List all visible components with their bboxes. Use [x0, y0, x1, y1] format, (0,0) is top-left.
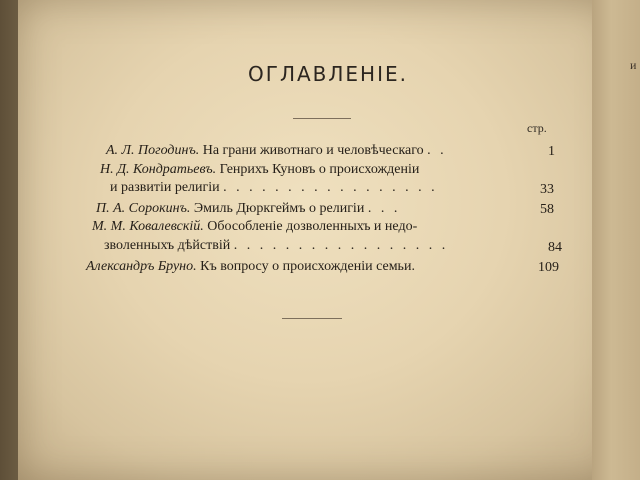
toc-entry-author: Александръ Бруно.	[86, 259, 197, 274]
toc-entry-page: 1	[548, 144, 555, 159]
heading-rule	[293, 118, 351, 119]
toc-entry-title-cont: зволенныхъ дѣйствій	[104, 238, 231, 253]
leader-dots: . . .	[367, 201, 401, 216]
toc-entry-3-line1	[96, 201, 400, 217]
toc-entry-2-line1	[100, 162, 419, 178]
leader-dots: . . . . . . . . . . . . . . . . .	[233, 238, 449, 253]
toc-entry-page: 58	[540, 202, 554, 217]
toc-entry-title-cont: и развитіи религіи	[110, 180, 220, 195]
toc-entry-author: А. Л. Погодинъ.	[106, 143, 200, 158]
toc-entry-5-line1	[86, 259, 415, 275]
toc-entry-4-line2	[104, 238, 448, 254]
page-column-label: стр.	[527, 121, 547, 135]
toc-heading-text: ОГЛАВЛЕНІЕ.	[248, 62, 408, 86]
toc-entry-page: 33	[540, 182, 554, 197]
toc-entry-page: 109	[538, 260, 559, 275]
leader-dots: . .	[427, 143, 447, 158]
toc-entry-author: М. М. Ковалевскій.	[92, 219, 204, 234]
toc-entry-page: 84	[548, 240, 562, 255]
toc-heading	[0, 62, 640, 86]
toc-entry-author: Н. Д. Кондратьевъ.	[100, 162, 217, 177]
toc-entry-title: Обособленіе дозволенныхъ и недо-	[207, 219, 418, 234]
toc-entry-4-line1	[92, 219, 417, 235]
toc-entry-title: Эмиль Дюркгеймъ о религіи	[193, 201, 365, 216]
toc-entry-2-line2	[110, 180, 438, 196]
adjacent-page-text: и	[630, 58, 637, 72]
toc-entry-1-line1	[106, 143, 447, 159]
toc-entry-title: На грани животнаго и человѣческаго	[202, 143, 424, 158]
toc-entry-title: Генрихъ Куновъ о происхожденіи	[219, 162, 420, 177]
toc-entry-title: Къ вопросу о происхожденіи семьи.	[200, 259, 415, 274]
bottom-rule	[282, 318, 342, 319]
leader-dots: . . . . . . . . . . . . . . . . .	[223, 180, 438, 195]
toc-entry-author: П. А. Сорокинъ.	[96, 201, 191, 216]
